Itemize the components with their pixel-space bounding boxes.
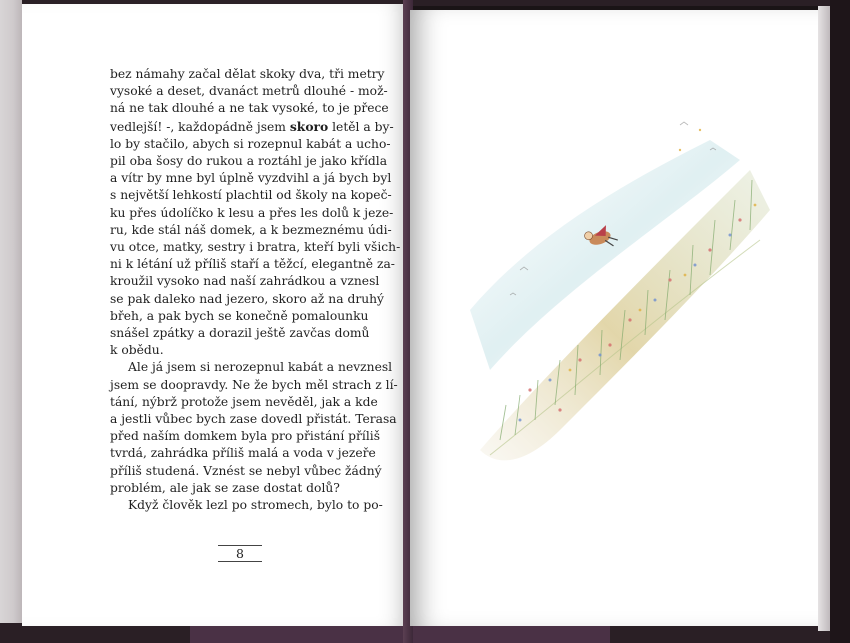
book-cover-spine	[190, 626, 610, 643]
text-line: s největší lehkostí plachtil od školy na kopeč-	[110, 188, 392, 203]
text-line: ni k létání už příliš staří a těžcí, elegantně za-	[110, 257, 395, 272]
paragraph	[110, 66, 401, 359]
text-line: Ale já jsem si nerozepnul kabát a nevznesl	[128, 360, 393, 375]
text-line: snášel zpátky a dorazil ještě zavčas domů	[110, 326, 370, 341]
hillside-illustration	[410, 10, 818, 626]
text-line: ru, kde stál náš domek, a k bezmeznému údi-	[110, 222, 392, 237]
cover-edge-right	[830, 0, 850, 643]
text-line: ku přes údolíčko k lesu a přes les dolů k jeze-	[110, 205, 394, 220]
text-line: vysoké a deset, dvanáct metrů dlouhé - mož-	[110, 84, 388, 99]
text-line: kroužil vysoko nad naší zahrádkou a vznesl	[110, 274, 380, 289]
text-line: a jestli vůbec bych zase dovedl přistát. Terasa	[110, 412, 397, 427]
text-line: problém, ale jak se zase dostat dolů?	[110, 480, 340, 495]
page-stack-edge-right	[818, 6, 830, 631]
text-line: před naším domkem byla pro přistání příliš	[110, 429, 381, 444]
text-line: příliš studená. Vznést se nebyl vůbec žádný	[110, 463, 382, 478]
body-text	[110, 66, 401, 514]
text-line: vu otce, matky, sestry i bratra, kteří byli všich-	[110, 240, 401, 255]
paragraph	[110, 497, 383, 514]
text-line: vedlejší! -, každopádně jsem skoro letěl a by-	[110, 118, 394, 134]
paragraph	[110, 359, 398, 497]
text-line: lo by stačilo, abych si rozepnul kabát a ucho-	[110, 136, 391, 151]
text-line: tvrdá, zahrádka příliš malá a voda v jezeře	[110, 446, 376, 461]
text-line: a vítr by mne byl úplně vyzdvihl a já bych byl	[110, 171, 392, 186]
text-line: jsem se doopravdy. Ne že bych měl strach z lí-	[110, 377, 398, 392]
text-line: břeh, a pak bych se konečně pomalounku	[110, 308, 369, 323]
text-line: k obědu.	[110, 343, 164, 358]
text-line: pil oba šosy do rukou a roztáhl je jako křídla	[110, 154, 388, 169]
text-line: bez námahy začal dělat skoky dva, tři metry	[110, 67, 385, 81]
text-line: se pak daleko nad jezero, skoro až na druhý	[110, 291, 384, 306]
page-stack-edge-left	[0, 0, 22, 643]
page-number: 8	[218, 545, 262, 562]
text-line: ná ne tak dlouhé a ne tak vysoké, to je přece	[110, 101, 389, 116]
text-line: tání, nýbrž protože jsem nevěděl, jak a kde	[110, 394, 378, 409]
text-line: Když člověk lezl po stromech, bylo to po-	[128, 498, 383, 513]
